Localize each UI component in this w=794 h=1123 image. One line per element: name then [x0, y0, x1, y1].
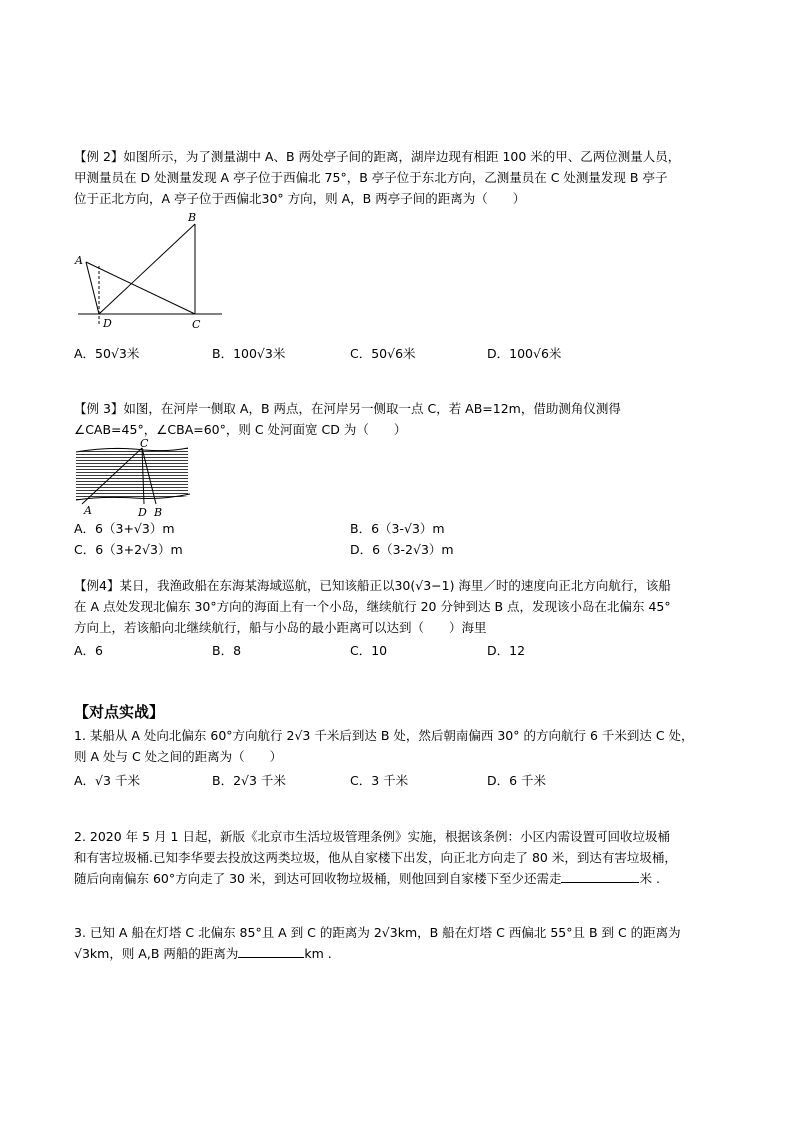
problem-2-answer-blank[interactable] — [561, 870, 639, 883]
example-2-option-c[interactable]: C．50√6米 — [350, 346, 416, 361]
example-2-option-a[interactable]: A．50√3米 — [74, 346, 140, 361]
example-4-option-c[interactable]: C．10 — [350, 643, 388, 658]
problem-2-line-3-text: 随后向南偏东 60°方向走了 30 米，到达可回收物垃圾桶，则他回到自家楼下至少还需走 — [74, 871, 562, 886]
example-4-line-1: 【例4】某日，我渔政船在东海某海域巡航，已知该船正以30(√3−1) 海里／时的速度向正北方向航行，该船 — [74, 578, 671, 593]
problem-1-option-a[interactable]: A．√3 千米 — [74, 773, 140, 788]
example-3-options-row-2 — [74, 540, 734, 560]
example-3-text — [74, 398, 734, 440]
fig2-line-ad — [86, 262, 99, 314]
example-2-option-b[interactable]: B．100√3米 — [212, 346, 286, 361]
example-4-text — [74, 575, 734, 638]
fig3-label-d: D — [138, 506, 147, 518]
problem-2-line-3 — [74, 868, 734, 889]
example-3-line-2: ∠CAB=45°，∠CBA=60°，则 C 处河面宽 CD 为（ ） — [74, 422, 407, 437]
example-3-line-1: 【例 3】如图，在河岸一侧取 A，B 两点，在河岸另一侧取一点 C，若 AB=12m，借助测角仪测得 — [74, 401, 621, 416]
example-4-line-2: 在 A 点处发现北偏东 30°方向的海面上有一个小岛，继续航行 20 分钟到达 B 点，发现该小岛在北偏东 45° — [74, 599, 671, 614]
problem-3-answer-blank[interactable] — [238, 945, 304, 958]
fig3-label-c: C — [140, 438, 149, 450]
problem-1-line-1: 1. 某船从 A 处向北偏东 60°方向航行 2√3 千米后到达 B 处，然后朝南偏西 30° 的方向航行 6 千米到达 C 处， — [74, 728, 694, 743]
fig2-line-bd — [99, 224, 195, 314]
example-3-option-b[interactable]: B．6（3-√3）m — [350, 521, 445, 536]
example-4-option-b[interactable]: B．8 — [212, 643, 242, 658]
example-4-option-d[interactable]: D．12 — [487, 643, 526, 658]
example-2-line-3: 位于正北方向，A 亭子位于西偏北30° 方向，则 A，B 两亭子间的距离为（ ） — [74, 191, 526, 206]
section-title: 【对点实战】 — [74, 703, 165, 721]
fig2-line-ac — [86, 262, 195, 314]
example-2-line-2: 甲测量员在 D 处测量发现 A 亭子位于西偏北 75°，B 亭子位于东北方向，乙测量员在 C 处测量发现 B 亭子 — [74, 170, 668, 185]
problem-1-options — [74, 771, 734, 791]
problem-2-line-2: 和有害垃圾桶.已知李华要去投放这两类垃圾，他从自家楼下出发，向正北方向走了 80 米，到达有害垃圾桶， — [74, 850, 677, 865]
example-2-line-1: 【例 2】如图所示，为了测量湖中 A、B 两处亭子间的距离，湖岸边现有相距 100 米的甲、乙两位测量人员， — [74, 149, 681, 164]
example-2-text — [74, 146, 734, 209]
example-4-option-a[interactable]: A．6 — [74, 643, 104, 658]
problem-1-text — [74, 725, 734, 767]
problem-1-option-c[interactable]: C．3 千米 — [350, 773, 409, 788]
fig3-river-fill — [76, 448, 188, 500]
problem-2-unit: 米 . — [639, 871, 660, 886]
problem-3-line-2 — [74, 943, 734, 964]
problem-2-text — [74, 826, 734, 889]
problem-2-line-1: 2. 2020 年 5 月 1 日起，新版《北京市生活垃圾管理条例》实施，根据该条例：小区内需设置可回收垃圾桶 — [74, 829, 670, 844]
fig2-label-a: A — [75, 254, 83, 267]
example-3-option-a[interactable]: A．6（3+√3）m — [74, 521, 175, 536]
example-2-option-d[interactable]: D．100√6米 — [487, 346, 562, 361]
problem-3-line-1: 3. 已知 A 船在灯塔 C 北偏东 85°且 A 到 C 的距离为 2√3km，B 船在灯塔 C 西偏北 55°且 B 到 C 的距离为 — [74, 925, 681, 940]
example-2-figure — [70, 206, 230, 334]
example-3-option-d[interactable]: D．6（3-2√3）m — [350, 542, 454, 557]
example-4-options — [74, 641, 734, 661]
problem-1-line-2: 则 A 处与 C 处之间的距离为（ ） — [74, 749, 283, 764]
example-3-figure — [72, 438, 196, 518]
fig3-label-b: B — [154, 506, 163, 518]
fig2-label-d: D — [103, 317, 112, 330]
problem-1-option-d[interactable]: D．6 千米 — [487, 773, 547, 788]
example-2-options — [74, 344, 734, 364]
example-4-line-3: 方向上，若该船向北继续航行，船与小岛的最小距离可以达到（ ）海里 — [74, 620, 487, 635]
problem-3-text — [74, 922, 734, 964]
fig2-label-b: B — [188, 211, 197, 224]
fig2-label-c: C — [192, 318, 201, 331]
example-3-options-row-1 — [74, 519, 734, 539]
problem-1-option-b[interactable]: B．2√3 千米 — [212, 773, 286, 788]
example-3-option-c[interactable]: C．6（3+2√3）m — [74, 542, 183, 557]
problem-3-unit: km . — [304, 946, 332, 961]
fig3-label-a: A — [84, 504, 92, 517]
problem-3-line-2-text: √3km，则 A,B 两船的距离为 — [74, 946, 239, 961]
